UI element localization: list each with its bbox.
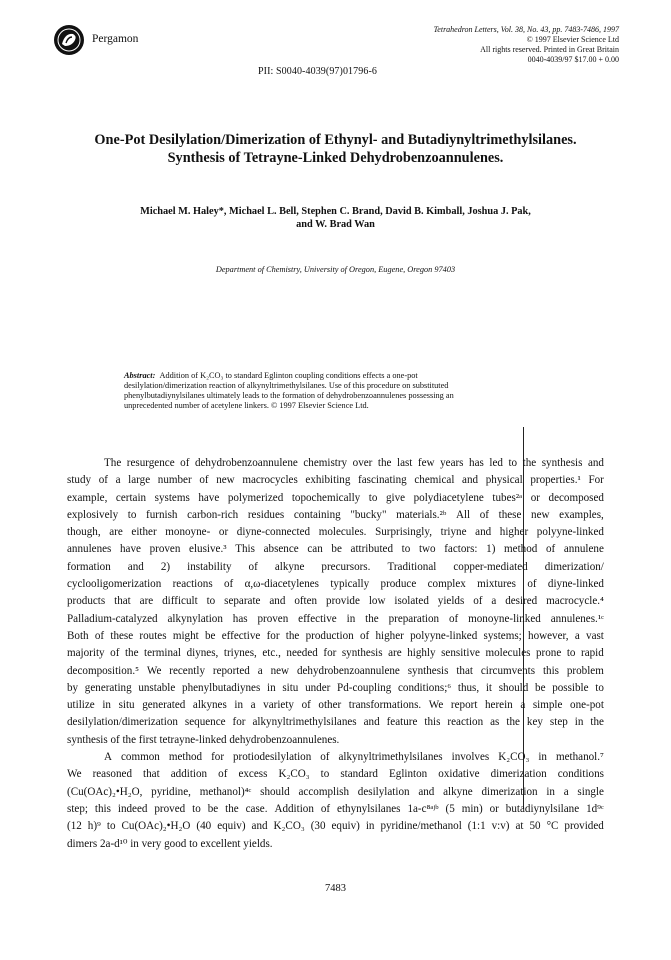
body-line: (12 h)⁹ to Cu(OAc)₂•H₂O (40 equiv) and K₂CO₃ (30 equiv) in pyridine/methanol (1:1 v:v) at 50 °C provided (67, 820, 604, 833)
author-list (40, 205, 631, 231)
author-line: and W. Brad Wan (296, 219, 375, 230)
page-number: 7483 (325, 883, 346, 894)
body-line: Both of these routes might be effective for the production of higher polyyne-linked systems; however, a vast (67, 629, 604, 642)
body-line: study of a large number of new macrocycles exhibiting fascinating chemical and physical properties.¹ For (67, 474, 604, 487)
body-line: step; this indeed proved to be the case. Addition of ethynylsilanes 1a-c⁸ᵃʲᵇ (5 min) or butadiynylsilane 1d⁹ᶜ (67, 802, 604, 815)
pergamon-logo-icon (53, 24, 85, 56)
body-line: explosively to furnish carbon-rich residues containing "bucky" materials.²ᵇ All of these new examples, (67, 508, 604, 521)
abstract-line: desilylation/dimerization reaction of alkynyltrimethylsilanes. Use of this procedure on substituted (124, 381, 449, 390)
publisher-name: Pergamon (92, 33, 139, 45)
journal-line: 0040-4039/97 $17.00 + 0.00 (527, 55, 619, 64)
body-line: The resurgence of dehydrobenzoannulene chemistry over the last few years has led to the synthesis and (104, 457, 604, 469)
abstract-line: phenylbutadiynylsilanes ultimately leads to the formation of dehydrobenzoannulenes possessing an (124, 391, 454, 400)
title-line: Synthesis of Tetrayne-Linked Dehydrobenzoannulenes. (167, 150, 504, 166)
body-line: A common method for protiodesilylation of alkynyltrimethylsilanes involves K₂CO₃ in methanol.⁷ (104, 751, 604, 764)
body-line: dimers 2a-d¹⁰ in very good to excellent yields. (67, 837, 273, 850)
journal-citation (434, 25, 619, 65)
abstract-label: Abstract: (124, 371, 156, 380)
body-line: Palladium-catalyzed alkynylation has proven effective in the preparation of monoyne-linked annulenes.¹ᶜ (67, 612, 604, 625)
pii-identifier: PII: S0040-4039(97)01796-6 (258, 66, 377, 77)
journal-line: All rights reserved. Printed in Great Britain (480, 45, 619, 54)
body-line: synthesis of the first tetrayne-linked dehydrobenzoannulenes. (67, 733, 340, 746)
body-text (67, 455, 604, 853)
body-line: formation and 2) instability of alkyne precursors. Traditional copper-mediated dimerization/ (67, 560, 604, 573)
body-line: majority of the terminal diynes, triynes, etc., needed for synthesis are highly sensitive molecules prone to rapid (67, 647, 604, 660)
abstract-line: unprecedented number of acetylene linkers. © 1997 Elsevier Science Ltd. (124, 401, 369, 410)
title-line: One-Pot Desilylation/Dimerization of Ethynyl- and Butadiynyltrimethylsilanes. (94, 132, 577, 148)
body-line: utilize in situ generated alkynes in a variety of other transformations. We report herein a simple one-pot (67, 699, 604, 712)
body-line: though, are either monoyne- or diyne-connected molecules. Surprisingly, triyne and higher polyyne-linked (67, 526, 604, 539)
journal-line: Tetrahedron Letters, Vol. 38, No. 43, pp. 7483-7486, 1997 (433, 25, 619, 34)
body-line: We reasoned that addition of excess K₂CO₃ to standard Eglinton oxidative dimerization conditions (67, 768, 604, 781)
body-line: desilylation/dimerization sequence for alkynyltrimethylsilanes and feature this reaction as the key step in the (67, 716, 604, 729)
abstract-line: Addition of K₂CO₃ to standard Eglinton coupling conditions effects a one-pot (159, 371, 418, 380)
affiliation: Department of Chemistry, University of Oregon, Eugene, Oregon 97403 (215, 265, 456, 274)
paper-title (40, 131, 631, 167)
body-line: (Cu(OAc)₂•H₂O, pyridine, methanol)⁴ᶜ should accomplish desilylation and alkyne dimerization in a single (67, 785, 604, 798)
abstract (124, 371, 549, 411)
body-line: decomposition.⁵ We recently reported a new dehydrobenzoannulene synthesis that circumvents this problem (67, 664, 604, 677)
body-line: cyclooligomerization reactions of α,ω-diacetylenes typically produce complex mixtures of diyne-linked (67, 578, 604, 591)
journal-line: © 1997 Elsevier Science Ltd (526, 35, 619, 44)
body-line: products that are difficult to separate and often provide low isolated yields of a desired macrocycle.⁴ (67, 595, 604, 608)
body-line: example, certain systems have polymerized topochemically to give polydiacetylene tubes²ᵃ or decomposed (67, 491, 604, 504)
body-line: by generating unstable phenylbutadiynes in situ under Pd-coupling conditions;⁶ thus, it should be possible to (67, 681, 604, 694)
body-line: annulenes have proven elusive.³ This absence can be attributed to two factors: 1) method of annulene (67, 543, 604, 556)
author-line: Michael M. Haley*, Michael L. Bell, Stephen C. Brand, David B. Kimball, Joshua J. Pak, (140, 206, 531, 217)
